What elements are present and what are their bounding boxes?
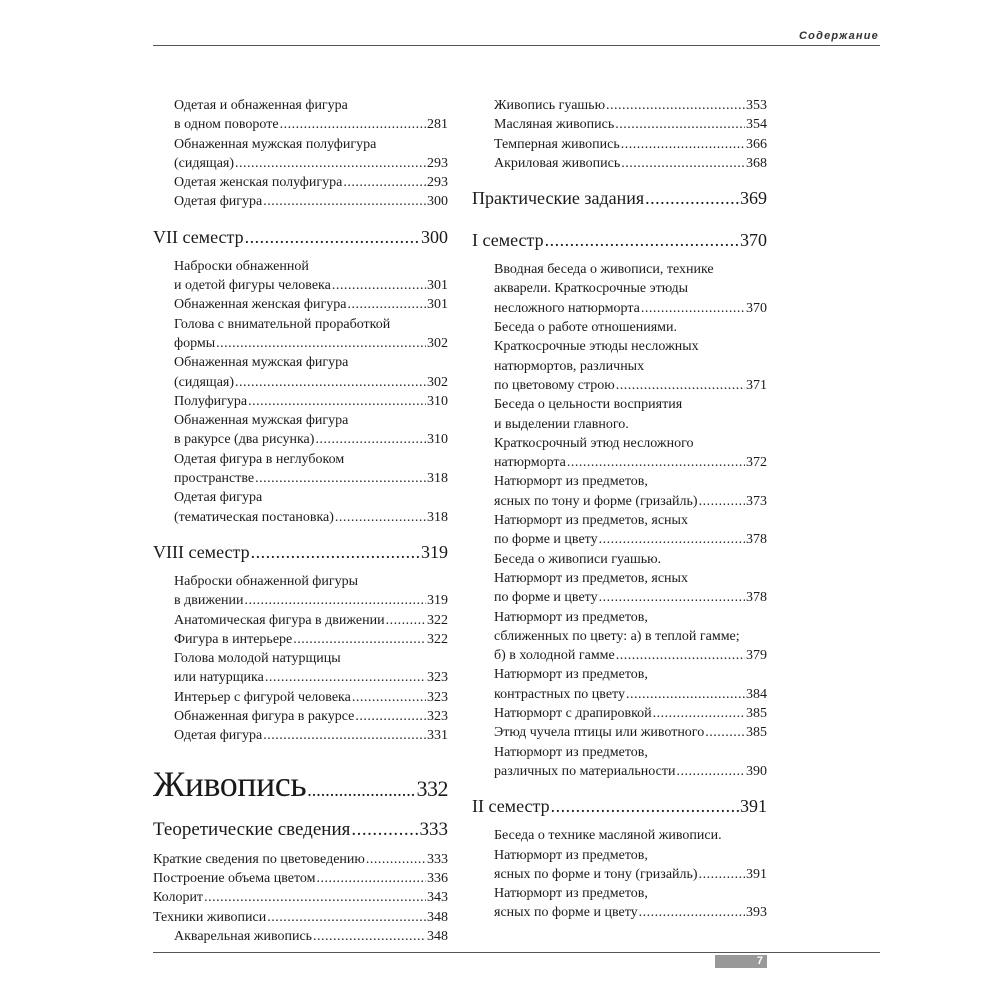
header-rule [153, 45, 880, 46]
toc-entry [174, 173, 448, 192]
toc-group [472, 260, 767, 781]
leader-dots [293, 630, 426, 649]
toc-heading-sem8: VIII семестр ..... 319 [153, 540, 448, 564]
toc-entry-page: 281 [427, 117, 448, 133]
toc-entry [174, 927, 448, 946]
toc-entry-page: 370 [746, 300, 767, 316]
toc-entry-text: Масляная живопись [494, 117, 615, 133]
leader-dots [248, 392, 426, 411]
toc-entry-text: Акварельная живопись [174, 928, 313, 944]
leader-dots [332, 276, 426, 295]
toc-entry-text: Обнаженная мужская фигура [174, 355, 349, 371]
toc-entry-text: пространстве [174, 471, 255, 487]
toc-entry-text: по форме и цвету [494, 590, 598, 606]
toc-entry [494, 135, 767, 154]
toc-entry-page: 379 [746, 648, 767, 664]
toc-entry-page: 302 [427, 374, 448, 390]
toc-heading-practice: Практические задания ..... 369 [472, 186, 767, 210]
leader-dots [255, 469, 426, 488]
toc-entry-text: Одетая фигура [174, 194, 263, 210]
toc-entry-text: Беседа о технике масляной живописи. [494, 828, 722, 844]
toc-entry-page: 322 [427, 612, 448, 628]
toc-entry [174, 611, 448, 630]
leader-dots [616, 376, 745, 395]
toc-heading-painting: Живопись ..... 332 [153, 764, 448, 810]
toc-entry-page: 384 [746, 686, 767, 702]
toc-entry-text: в одном повороте [174, 117, 279, 133]
toc-entry-page: 353 [746, 98, 767, 113]
toc-entry-page: 372 [746, 455, 767, 471]
toc-entry-page: 301 [427, 297, 448, 313]
leader-dots [343, 173, 426, 192]
leader-dots [606, 96, 745, 115]
toc-entry-text: по форме и цвету [494, 532, 598, 548]
toc-entry-text: натюрмортов, различных [494, 358, 645, 374]
toc-entry [494, 96, 767, 115]
toc-entry-text: ясных по тону и форме (гризайль) [494, 493, 698, 509]
toc-entry-text: (сидящая) [174, 374, 235, 390]
leader-dots [626, 685, 745, 704]
toc-entry-text: Краткосрочные этюды несложных [494, 339, 699, 355]
toc-entry-page: 302 [427, 335, 448, 351]
toc-entry-text: Обнаженная мужская полуфигура [174, 136, 377, 152]
toc-entry-text: Наброски обнаженной [174, 258, 309, 274]
toc-entry-text: Натюрморт из предметов, [494, 744, 648, 760]
toc-entry-text: Натюрморт из предметов, [494, 609, 648, 625]
toc-entry-text: Одетая и обнаженная фигура [174, 98, 348, 113]
toc-entry-text: Полуфигура [174, 393, 248, 409]
running-header: Содержание [799, 30, 879, 42]
toc-entry [494, 154, 767, 173]
leader-dots [263, 726, 426, 745]
toc-entry-text: б) в холодной гамме [494, 648, 615, 664]
toc-entry-text: Одетая женская полуфигура [174, 175, 343, 191]
toc-entry-text: (тематическая постановка) [174, 509, 334, 525]
toc-entry [494, 395, 767, 472]
toc-entry [174, 572, 448, 611]
toc-entry-page: 336 [427, 870, 448, 886]
toc-entry-page: 333 [427, 851, 448, 867]
toc-entry-text: Натюрморт из предметов, [494, 474, 648, 490]
leader-dots [335, 508, 426, 527]
toc-entry-text: Колорит [153, 890, 204, 906]
toc-entry-page: 393 [746, 905, 767, 921]
leader-dots [280, 115, 426, 134]
toc-entry-text: формы [174, 335, 216, 351]
leader-dots [641, 299, 745, 318]
toc-entry [494, 826, 767, 884]
toc-entry [174, 450, 448, 489]
toc-entry-text: Вводная беседа о живописи, технике [494, 262, 714, 278]
toc-entry-text: сближенных по цвету: а) в теплой гамме; [494, 628, 740, 644]
toc-entry-text: Обнаженная фигура в ракурсе [174, 709, 355, 725]
leader-dots [265, 668, 426, 687]
toc-entry-text: по цветовому строю [494, 377, 615, 393]
toc-group [153, 850, 448, 927]
toc-entry-text: Живопись гуашью [494, 98, 606, 113]
footer-rule [153, 952, 880, 953]
toc-entry-text: Построение объема цветом [153, 870, 316, 886]
leader-dots [639, 903, 745, 922]
toc-entry-page: 322 [427, 631, 448, 647]
toc-entry [494, 511, 767, 550]
toc-entry-text: в ракурсе (два рисунка) [174, 432, 315, 448]
leader-dots [317, 869, 426, 888]
toc-entry-page: 293 [427, 155, 448, 171]
toc-entry-text: Анатомическая фигура в движении [174, 612, 385, 628]
toc-entry-text: и выделении главного. [494, 416, 629, 432]
toc-entry-text: Краткосрочный этюд несложного [494, 435, 694, 451]
toc-entry-page: 323 [427, 689, 448, 705]
toc-entry-page: 300 [427, 194, 448, 210]
toc-entry [494, 884, 767, 923]
toc-entry [494, 704, 767, 723]
toc-entry-text: Фигура в интерьере [174, 631, 293, 647]
toc-entry [153, 869, 448, 888]
toc-entry-text: Беседа о живописи гуашью. [494, 551, 662, 567]
toc-heading-theory: Теоретические сведения ..... 333 [153, 818, 448, 842]
toc-entry [174, 192, 448, 211]
toc-entry-page: 331 [427, 728, 448, 744]
leader-dots [347, 295, 426, 314]
leader-dots [621, 135, 745, 154]
toc-entry-text: контрастных по цвету [494, 686, 625, 702]
toc-entry [174, 392, 448, 411]
toc-entry-page: 310 [427, 432, 448, 448]
toc-entry-text: Натюрморт из предметов, [494, 886, 648, 902]
toc-group [153, 572, 448, 746]
toc-entry-page: 378 [746, 532, 767, 548]
toc-entry-page: 385 [746, 706, 767, 722]
leader-dots [705, 723, 745, 742]
page-number: 7 [715, 955, 767, 968]
toc-entry-page: 378 [746, 590, 767, 606]
toc-right-column [472, 96, 767, 923]
toc-entry [174, 707, 448, 726]
toc-entry-text: натюрморта [494, 455, 566, 471]
toc-entry [494, 115, 767, 134]
toc-entry-text: различных по материальности [494, 763, 676, 779]
toc-entry [494, 665, 767, 704]
leader-dots [267, 908, 426, 927]
toc-entry-text: ясных по форме и цвету [494, 905, 638, 921]
toc-entry [174, 295, 448, 314]
toc-entry [174, 649, 448, 688]
toc-entry [174, 488, 448, 527]
toc-entry [174, 257, 448, 296]
toc-entry [494, 723, 767, 742]
toc-entry-page: 301 [427, 278, 448, 294]
toc-entry-text: Голова с внимательной проработкой [174, 316, 391, 332]
toc-entry-page: 366 [746, 136, 767, 152]
leader-dots [699, 492, 745, 511]
leader-dots [621, 154, 745, 173]
toc-entry-text: и одетой фигуры человека [174, 278, 331, 294]
toc-entry-text: Натюрморт с драпировкой [494, 706, 652, 722]
toc-entry-text: Обнаженная мужская фигура [174, 413, 349, 429]
toc-entry-text: Натюрморт из предметов, [494, 847, 648, 863]
toc-entry-text: (сидящая) [174, 155, 235, 171]
toc-entry-page: 318 [427, 471, 448, 487]
leader-dots [616, 646, 745, 665]
toc-entry [174, 726, 448, 745]
toc-entry-text: несложного натюрморта [494, 300, 640, 316]
toc-group [472, 826, 767, 922]
toc-entry [494, 472, 767, 511]
toc-entry-text: Интерьер с фигурой человека [174, 689, 351, 705]
leader-dots [216, 334, 426, 353]
toc-entry-page: 354 [746, 117, 767, 133]
leader-dots [567, 453, 745, 472]
toc-entry-page: 343 [427, 890, 448, 906]
toc-entry-page: 348 [427, 928, 448, 944]
leader-dots [599, 530, 745, 549]
toc-entry-page: 293 [427, 175, 448, 191]
toc-entry-text: Краткие сведения по цветоведению [153, 851, 365, 867]
leader-dots [263, 192, 426, 211]
leader-dots [699, 865, 745, 884]
toc-entry-text: акварели. Краткосрочные этюды [494, 281, 689, 297]
toc-heading-sem7: VII семестр ..... 300 [153, 225, 448, 249]
toc-entry [494, 260, 767, 318]
toc-entry-page: 385 [746, 725, 767, 741]
toc-left-column [153, 96, 448, 946]
toc-entry-text: Натюрморт из предметов, ясных [494, 570, 688, 586]
leader-dots [386, 611, 426, 630]
toc-entry-text: Натюрморт из предметов, ясных [494, 513, 688, 529]
toc-entry-page: 373 [746, 493, 767, 509]
toc-heading-sem2: II семестр ..... 391 [472, 794, 767, 818]
toc-entry [494, 318, 767, 395]
toc-entry-text: или натурщика [174, 670, 264, 686]
toc-entry-page: 390 [746, 763, 767, 779]
leader-dots [615, 115, 745, 134]
leader-dots [676, 762, 745, 781]
toc-group [153, 927, 448, 946]
leader-dots [366, 850, 426, 869]
toc-entry-text: Беседа о цельности восприятия [494, 397, 683, 413]
toc-entry-text: Голова молодой натурщицы [174, 651, 341, 667]
toc-entry [153, 850, 448, 869]
toc-entry [174, 315, 448, 354]
toc-entry [494, 743, 767, 782]
toc-entry-page: 348 [427, 909, 448, 925]
toc-entry-text: Акриловая живопись [494, 155, 621, 171]
toc-entry-text: Обнаженная женская фигура [174, 297, 347, 313]
toc-entry [494, 550, 767, 608]
toc-entry [174, 135, 448, 174]
leader-dots [204, 888, 426, 907]
toc-entry-page: 323 [427, 670, 448, 686]
toc-entry-page: 318 [427, 509, 448, 525]
toc-entry-page: 391 [746, 866, 767, 882]
toc-entry-text: ясных по форме и тону (гризайль) [494, 866, 698, 882]
toc-heading-sem1: I семестр ..... 370 [472, 228, 767, 252]
toc-entry-text: Темперная живопись [494, 136, 620, 152]
toc-entry [174, 96, 448, 135]
leader-dots [599, 588, 745, 607]
toc-entry-text: Натюрморт из предметов, [494, 667, 648, 683]
toc-entry [494, 608, 767, 666]
leader-dots [313, 927, 426, 946]
leader-dots [355, 707, 426, 726]
leader-dots [245, 591, 426, 610]
toc-entry [174, 688, 448, 707]
toc-entry-text: Одетая фигура [174, 728, 263, 744]
toc-entry-text: Беседа о работе отношениями. [494, 320, 678, 336]
leader-dots [352, 688, 426, 707]
toc-entry [174, 353, 448, 392]
toc-entry-page: 368 [746, 155, 767, 171]
toc-entry-text: Одетая фигура [174, 490, 263, 506]
leader-dots [235, 373, 426, 392]
toc-entry [153, 908, 448, 927]
toc-group [153, 257, 448, 527]
toc-entry-text: Техники живописи [153, 909, 267, 925]
toc-entry-text: Одетая фигура в неглубоком [174, 451, 345, 467]
toc-entry-page: 319 [427, 593, 448, 609]
toc-entry [153, 888, 448, 907]
toc-entry [174, 630, 448, 649]
leader-dots [235, 154, 426, 173]
toc-entry-text: Наброски обнаженной фигуры [174, 573, 359, 589]
toc-entry-text: в движении [174, 593, 244, 609]
toc-entry-page: 310 [427, 393, 448, 409]
toc-entry [174, 411, 448, 450]
toc-group [153, 96, 448, 212]
leader-dots [653, 704, 745, 723]
toc-group [472, 96, 767, 173]
toc-entry-page: 371 [746, 377, 767, 393]
toc-entry-text: Этюд чучела птицы или животного [494, 725, 705, 741]
leader-dots [315, 430, 426, 449]
toc-entry-page: 323 [427, 709, 448, 725]
